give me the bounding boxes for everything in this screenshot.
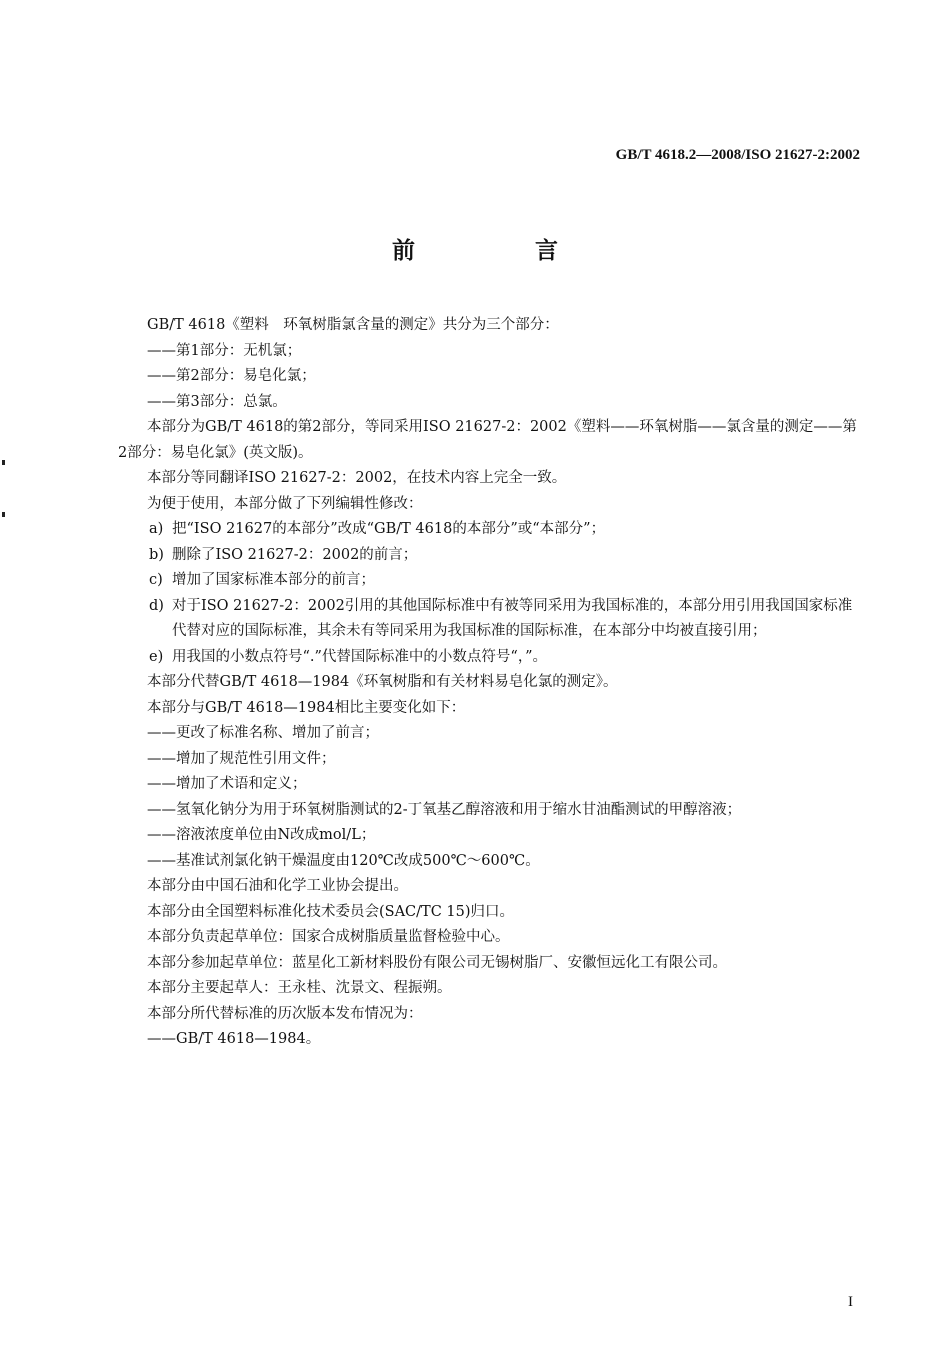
edit-label: a) [149, 521, 164, 537]
document-code: GB/T 4618.2—2008/ISO 21627-2:2002 [615, 147, 860, 163]
edit-text: 删除了ISO 21627-2：2002的前言； [172, 546, 418, 563]
drafting-unit-paragraph: 本部分负责起草单位：国家合成树脂质量监督检验中心。 [147, 929, 510, 945]
foreword-body [118, 313, 863, 1053]
replacement-paragraph: 本部分代替GB/T 4618—1984《环氧树脂和有关材料易皂化氯的测定》。 [147, 674, 618, 690]
change-item: ——增加了术语和定义； [147, 776, 307, 792]
drafters-paragraph: 本部分主要起草人：王永桂、沈景文、程振朔。 [147, 980, 452, 996]
edit-label: c) [149, 572, 163, 588]
page-title: 前 言 [391, 237, 614, 264]
edit-text: 增加了国家标准本部分的前言； [172, 572, 375, 588]
edit-item [118, 645, 863, 671]
change-item: ——基准试剂氯化钠干燥温度由120℃改成500℃～600℃。 [147, 852, 540, 869]
page-number: I [848, 1294, 853, 1310]
edit-label: d) [149, 597, 164, 614]
intro-paragraph: GB/T 4618《塑料 环氧树脂氯含量的测定》共分为三个部分： [147, 317, 559, 333]
part-item: ——第2部分：易皂化氯； [147, 368, 316, 384]
edit-item [118, 517, 863, 543]
participating-paragraph: 本部分参加起草单位：蓝星化工新材料股份有限公司无锡树脂厂、安徽恒远化工有限公司。 [147, 954, 727, 971]
change-item: ——增加了规范性引用文件； [147, 750, 336, 767]
edit-label: e) [149, 648, 164, 665]
edit-text: 对于ISO 21627-2：2002引用的其他国际标准中有被等同采用为我国标准的，本部分用引用我国国家标准代替对应的国际标准，其余未有等同采用为我国标准的国际标准，在本部分中均被直接引用； [172, 597, 853, 639]
adoption-paragraph: 本部分为GB/T 4618的第2部分，等同采用ISO 21627-2：2002《塑料——环氧树脂——氯含量的测定——第2部分：易皂化氯》(英文版)。 [118, 419, 857, 461]
edit-text: 用我国的小数点符号“.”代替国际标准中的小数点符号“，”。 [172, 648, 548, 665]
margin-mark [2, 460, 5, 465]
edit-text: 把“ISO 21627的本部分”改成“GB/T 4618的本部分”或“本部分”； [172, 521, 606, 537]
edit-item [118, 594, 863, 645]
change-item: ——溶液浓度单位由N改成mol/L； [147, 827, 376, 843]
proposed-paragraph: 本部分由中国石油和化学工业协会提出。 [147, 878, 408, 894]
part-item: ——第3部分：总氯。 [147, 393, 287, 410]
change-item: ——更改了标准名称、增加了前言； [147, 725, 379, 741]
history-intro: 本部分所代替标准的历次版本发布情况为： [147, 1005, 423, 1022]
edit-label: b) [149, 546, 164, 563]
edit-item [118, 543, 863, 569]
edit-item [118, 568, 863, 594]
margin-mark [2, 512, 5, 517]
translation-paragraph: 本部分等同翻译ISO 21627-2：2002，在技术内容上完全一致。 [147, 470, 567, 486]
changes-intro: 本部分与GB/T 4618—1984相比主要变化如下： [147, 699, 466, 716]
edits-intro: 为便于使用，本部分做了下列编辑性修改： [147, 495, 423, 512]
centralized-paragraph: 本部分由全国塑料标准化技术委员会(SAC/TC 15)归口。 [147, 903, 515, 920]
part-item: ——第1部分：无机氯； [147, 342, 302, 359]
change-item: ——氢氧化钠分为用于环氧树脂测试的2-丁氧基乙醇溶液和用于缩水甘油酯测试的甲醇溶液； [147, 801, 742, 818]
history-item: ——GB/T 4618—1984。 [147, 1031, 321, 1047]
